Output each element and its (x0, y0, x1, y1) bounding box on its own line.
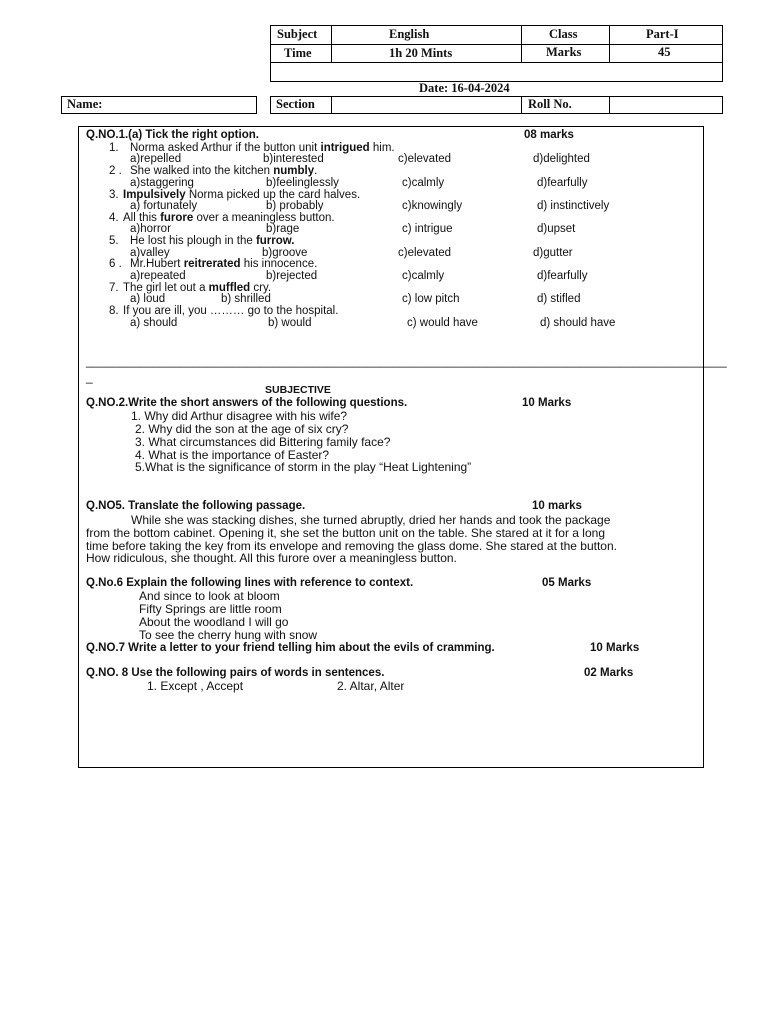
q1-option[interactable]: c)knowingly (402, 200, 463, 212)
marks-label: Marks (546, 45, 582, 59)
q1-item-number: 7. (109, 282, 119, 294)
q1-item-number: 8. (109, 305, 119, 317)
q1-option[interactable]: b)feelinglessly (266, 177, 339, 189)
q1-item-number: 4. (109, 212, 119, 224)
q1-option[interactable]: a)repelled (130, 153, 182, 165)
q6-line-2: Fifty Springs are little room (139, 602, 282, 616)
q1-option[interactable]: b)rage (266, 223, 300, 235)
q1-stem-keyword: numbly (273, 165, 315, 177)
q1-stem-text: She walked into the kitchen (130, 165, 274, 177)
roll-field[interactable] (609, 96, 723, 114)
q1-stem-text: Norma asked Arthur if the button unit (130, 142, 321, 154)
q1-stem-keyword: intrigued (320, 142, 370, 154)
q1-item-number: 2 . (109, 165, 122, 177)
q5-passage-line-2: from the bottom cabinet. Opening it, she set the button unit on the table. She stared at it for a long (86, 526, 605, 540)
q1-option[interactable]: c) low pitch (402, 293, 460, 305)
q1-option[interactable]: d)fearfully (537, 177, 588, 189)
q1-option[interactable]: d)fearfully (537, 270, 588, 282)
q1-item-number: 1. (109, 142, 119, 154)
q1-option[interactable]: b) shrilled (221, 293, 271, 305)
q2-item-1: 1. Why did Arthur disagree with his wife? (131, 409, 348, 423)
q1-item-number: 5. (109, 235, 119, 247)
q1-stem-keyword: furore (160, 212, 194, 224)
q6-line-1: And since to look at bloom (139, 589, 280, 603)
q2-item-5: 5.What is the significance of storm in the play “Heat Lightening” (135, 460, 472, 474)
q7-title: Q.NO.7 Write a letter to your friend telling him about the evils of cramming. (86, 642, 495, 654)
q1-option[interactable]: d)delighted (533, 153, 590, 165)
section-divider: ________________________________________________________________________________________________ (86, 354, 727, 368)
q1-option[interactable]: d)upset (537, 223, 576, 235)
q1-stem-keyword: reitrerated (183, 258, 241, 270)
roll-label: Roll No. (528, 97, 572, 111)
q6-title: Q.No.6 Explain the following lines with reference to context. (86, 577, 414, 589)
q5-passage-line-4: How ridiculous, she thought. All this furore over a meaningless button. (86, 551, 457, 565)
q1-option[interactable]: a)repeated (130, 270, 186, 282)
q1-stem-text: over a meaningless button. (193, 212, 335, 224)
subject-label: Subject (277, 27, 318, 41)
q1-option[interactable]: d)gutter (533, 247, 573, 259)
q7-marks: 10 Marks (590, 642, 640, 654)
name-label: Name: (67, 97, 103, 111)
q8-pair-1: 1. Except , Accept (147, 679, 244, 693)
q1-stem-text: cry. (250, 282, 272, 294)
blank-row-cell (270, 62, 723, 82)
q8-title: Q.NO. 8 Use the following pairs of words in sentences. (86, 667, 385, 679)
q6-marks: 05 Marks (542, 577, 592, 589)
q5-passage-line-3: time before taking the key from its envelope and removing the glass dome. She stared at the button. (86, 539, 617, 553)
q5-marks: 10 marks (532, 500, 582, 512)
q1-option[interactable]: d) stifled (537, 293, 581, 305)
q2-item-3: 3. What circumstances did Bittering family face? (135, 435, 391, 449)
q2-item-2: 2. Why did the son at the age of six cry? (135, 422, 349, 436)
section-field[interactable] (331, 96, 522, 114)
q1-option[interactable]: c)elevated (398, 247, 452, 259)
q1-option[interactable]: c)calmly (402, 177, 445, 189)
q1-option[interactable]: b) probably (266, 200, 324, 212)
section-label: Section (276, 97, 315, 111)
q1-option[interactable]: d) should have (540, 317, 616, 329)
q1-option[interactable]: c) intrigue (402, 223, 453, 235)
subjective-heading: SUBJECTIVE (265, 384, 331, 396)
q1-option[interactable]: a) loud (130, 293, 166, 305)
q1-item-number: 3. (109, 189, 119, 201)
class-label: Class (549, 27, 578, 41)
q8-pair-2: 2. Altar, Alter (337, 679, 405, 693)
q1-option[interactable]: a) fortunately (130, 200, 198, 212)
exam-date: Date: 16-04-2024 (419, 81, 510, 95)
q1-stem-text: He lost his plough in the (130, 235, 256, 247)
marks-value: 45 (658, 45, 671, 59)
time-value: 1h 20 Mints (389, 46, 453, 60)
q5-title: Q.NO5. Translate the following passage. (86, 500, 306, 512)
q6-line-3: About the woodland I will go (139, 615, 289, 629)
q5-passage-line-1: While she was stacking dishes, she turned abruptly, dried her hands and took the package (131, 513, 611, 527)
subject-value: English (389, 27, 430, 41)
q6-line-4: To see the cherry hung with snow (139, 628, 318, 642)
q1-stem-text: If you are ill, you ……… go to the hospital. (123, 305, 339, 317)
q1-option[interactable]: a) should (130, 317, 178, 329)
q1-option[interactable]: b)rejected (266, 270, 318, 282)
q2-title: Q.NO.2.Write the short answers of the following questions. (86, 397, 408, 409)
q1-option[interactable]: a)horror (130, 223, 171, 235)
class-value: Part-I (646, 27, 679, 41)
q1-stem-keyword: Impulsively (123, 189, 186, 201)
q1-marks: 08 marks (524, 129, 574, 141)
q1-option[interactable]: c)elevated (398, 153, 452, 165)
q8-marks: 02 Marks (584, 667, 634, 679)
section-divider-tail: _ (86, 370, 93, 384)
q1-stem-text: Norma picked up the card halves. (185, 189, 361, 201)
q1-title: Q.NO.1.(a) Tick the right option. (86, 129, 259, 141)
q1-stem-text: his innocence. (240, 258, 318, 270)
q1-option[interactable]: b)groove (262, 247, 308, 259)
q1-stem-text: . (314, 165, 318, 177)
q1-stem-text: The girl let out a (123, 282, 209, 294)
q1-option[interactable]: b) would (268, 317, 312, 329)
q1-stem-keyword: muffled (208, 282, 251, 294)
q1-stem-text: Mr.Hubert (130, 258, 184, 270)
q1-stem-text: All this (123, 212, 161, 224)
time-label: Time (284, 46, 312, 60)
q1-stem-keyword: furrow. (255, 235, 295, 247)
q1-option[interactable]: d) instinctively (537, 200, 610, 212)
q1-option[interactable]: b)interested (263, 153, 324, 165)
q2-marks: 10 Marks (522, 397, 572, 409)
q1-item-number: 6 . (109, 258, 122, 270)
q1-option[interactable]: a)staggering (130, 177, 194, 189)
q1-option[interactable]: c)calmly (402, 270, 445, 282)
q1-option[interactable]: a)valley (130, 247, 170, 259)
q2-item-4: 4. What is the importance of Easter? (135, 448, 330, 462)
q1-option[interactable]: c) would have (407, 317, 478, 329)
q1-stem-text: him. (369, 142, 395, 154)
